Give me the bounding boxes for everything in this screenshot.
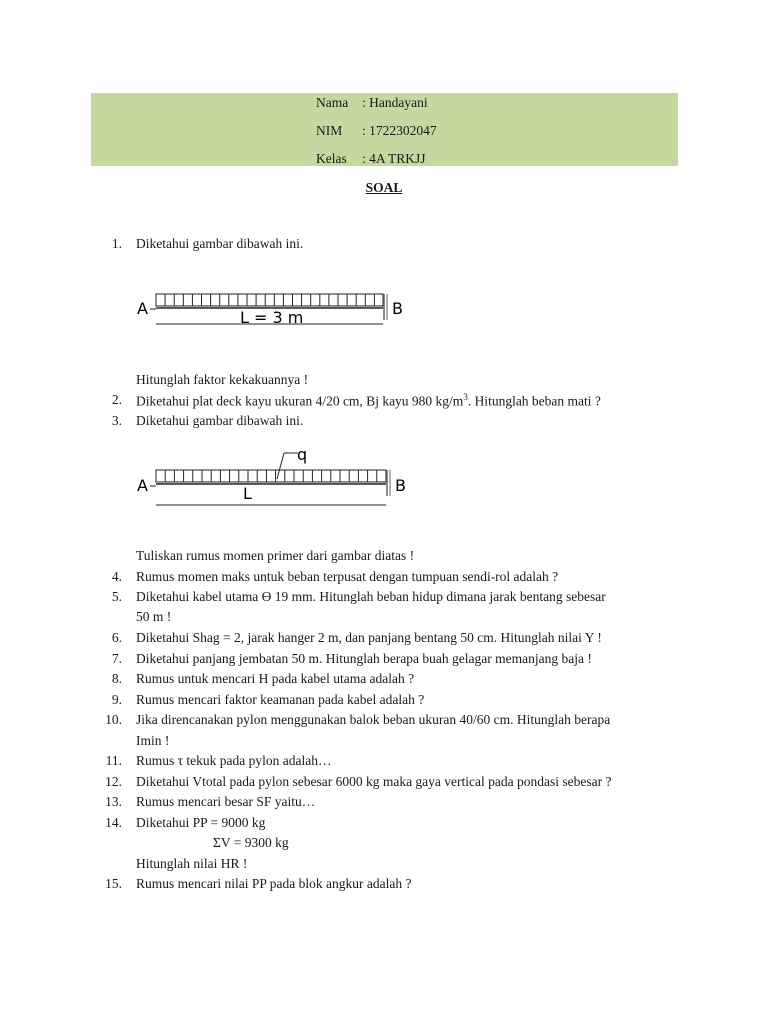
- q5-line-2: 50 m !: [136, 609, 172, 624]
- q3-text: Diketahui gambar dibawah ini.: [136, 413, 304, 428]
- diagram2-load-label: q: [297, 445, 308, 464]
- diagram1-load-hatch: [165, 294, 374, 306]
- q1-instruction: Hitunglah faktor kekakuannya !: [136, 372, 309, 387]
- nim-label: NIM: [316, 123, 343, 138]
- q6-number: 6.: [111, 630, 122, 645]
- q10-line-2: Imin !: [136, 733, 170, 748]
- q7-text: Diketahui panjang jembatan 50 m. Hitunglah berapa buah gelagar memanjang baja !: [136, 651, 592, 666]
- q15-number: 15.: [105, 876, 122, 891]
- q2-text-b: . Hitunglah beban mati ?: [467, 393, 601, 409]
- q14-line-2: ΣV = 9300 kg: [213, 835, 289, 850]
- diagram2-load-block: [156, 470, 386, 482]
- q13-number: 13.: [105, 794, 122, 809]
- q15-text: Rumus mencari nilai PP pada blok angkur adalah ?: [136, 876, 412, 891]
- q12-text: Diketahui Vtotal pada pylon sebesar 6000 kg maka gaya vertical pada pondasi sebesar ?: [136, 774, 612, 789]
- name-value: : Handayani: [362, 95, 428, 110]
- q8-number: 8.: [111, 671, 122, 686]
- q10-line-1: Jika direncanakan pylon menggunakan balok beban ukuran 40/60 cm. Hitunglah berapa: [136, 712, 611, 727]
- page-title: SOAL: [365, 180, 403, 195]
- class-value: : 4A TRKJJ: [362, 151, 426, 166]
- name-label: Nama: [316, 95, 349, 110]
- q3-number: 3.: [111, 413, 122, 428]
- q14-line-3: Hitunglah nilai HR !: [136, 856, 248, 871]
- q1-text: Diketahui gambar dibawah ini.: [136, 236, 304, 251]
- diagram2-label-a: A: [137, 476, 148, 495]
- q14-number: 14.: [105, 815, 122, 830]
- nim-value: : 1722302047: [362, 123, 437, 138]
- q2-superscript: 3: [463, 392, 468, 402]
- class-label: Kelas: [316, 151, 347, 166]
- diagram1-load-block: [156, 294, 383, 306]
- q2-text-a: Diketahui plat deck kayu ukuran 4/20 cm, Bj kayu 980 kg/m: [136, 393, 464, 409]
- q11-text: Rumus τ tekuk pada pylon adalah…: [136, 753, 332, 768]
- q1-number: 1.: [111, 236, 122, 251]
- diagram1-span-label: L = 3 m: [240, 308, 304, 327]
- q2-number: 2.: [111, 392, 122, 407]
- q13-text: Rumus mencari besar SF yaitu…: [136, 794, 316, 809]
- beam-diagram-1: [130, 288, 420, 334]
- diagram1-label-a: A: [137, 299, 148, 318]
- beam-diagram-2: [130, 443, 420, 511]
- diagram2-load-hatch: [165, 470, 386, 482]
- diagram1-label-b: B: [392, 299, 403, 318]
- q9-text: Rumus mencari faktor keamanan pada kabel adalah ?: [136, 692, 425, 707]
- q9-number: 9.: [111, 692, 122, 707]
- q10-number: 10.: [105, 712, 122, 727]
- q3-instruction: Tuliskan rumus momen primer dari gambar diatas !: [136, 548, 415, 563]
- q6-text: Diketahui Shag = 2, jarak hanger 2 m, dan panjang bentang 50 cm. Hitunglah nilai Y !: [136, 630, 602, 645]
- q4-number: 4.: [111, 569, 122, 584]
- q11-number: 11.: [105, 753, 122, 768]
- q5-number: 5.: [111, 589, 122, 604]
- q8-text: Rumus untuk mencari H pada kabel utama adalah ?: [136, 671, 415, 686]
- q12-number: 12.: [105, 774, 122, 789]
- q4-text: Rumus momen maks untuk beban terpusat dengan tumpuan sendi-rol adalah ?: [136, 569, 559, 584]
- q7-number: 7.: [111, 651, 122, 666]
- q14-line-1: Diketahui PP = 9000 kg: [136, 815, 266, 830]
- diagram2-span-label: L: [243, 484, 252, 503]
- diagram2-label-b: B: [395, 476, 406, 495]
- q2-text: [136, 392, 601, 410]
- q5-line-1: Diketahui kabel utama Ө 19 mm. Hitunglah beban hidup dimana jarak bentang sebesar: [136, 589, 606, 604]
